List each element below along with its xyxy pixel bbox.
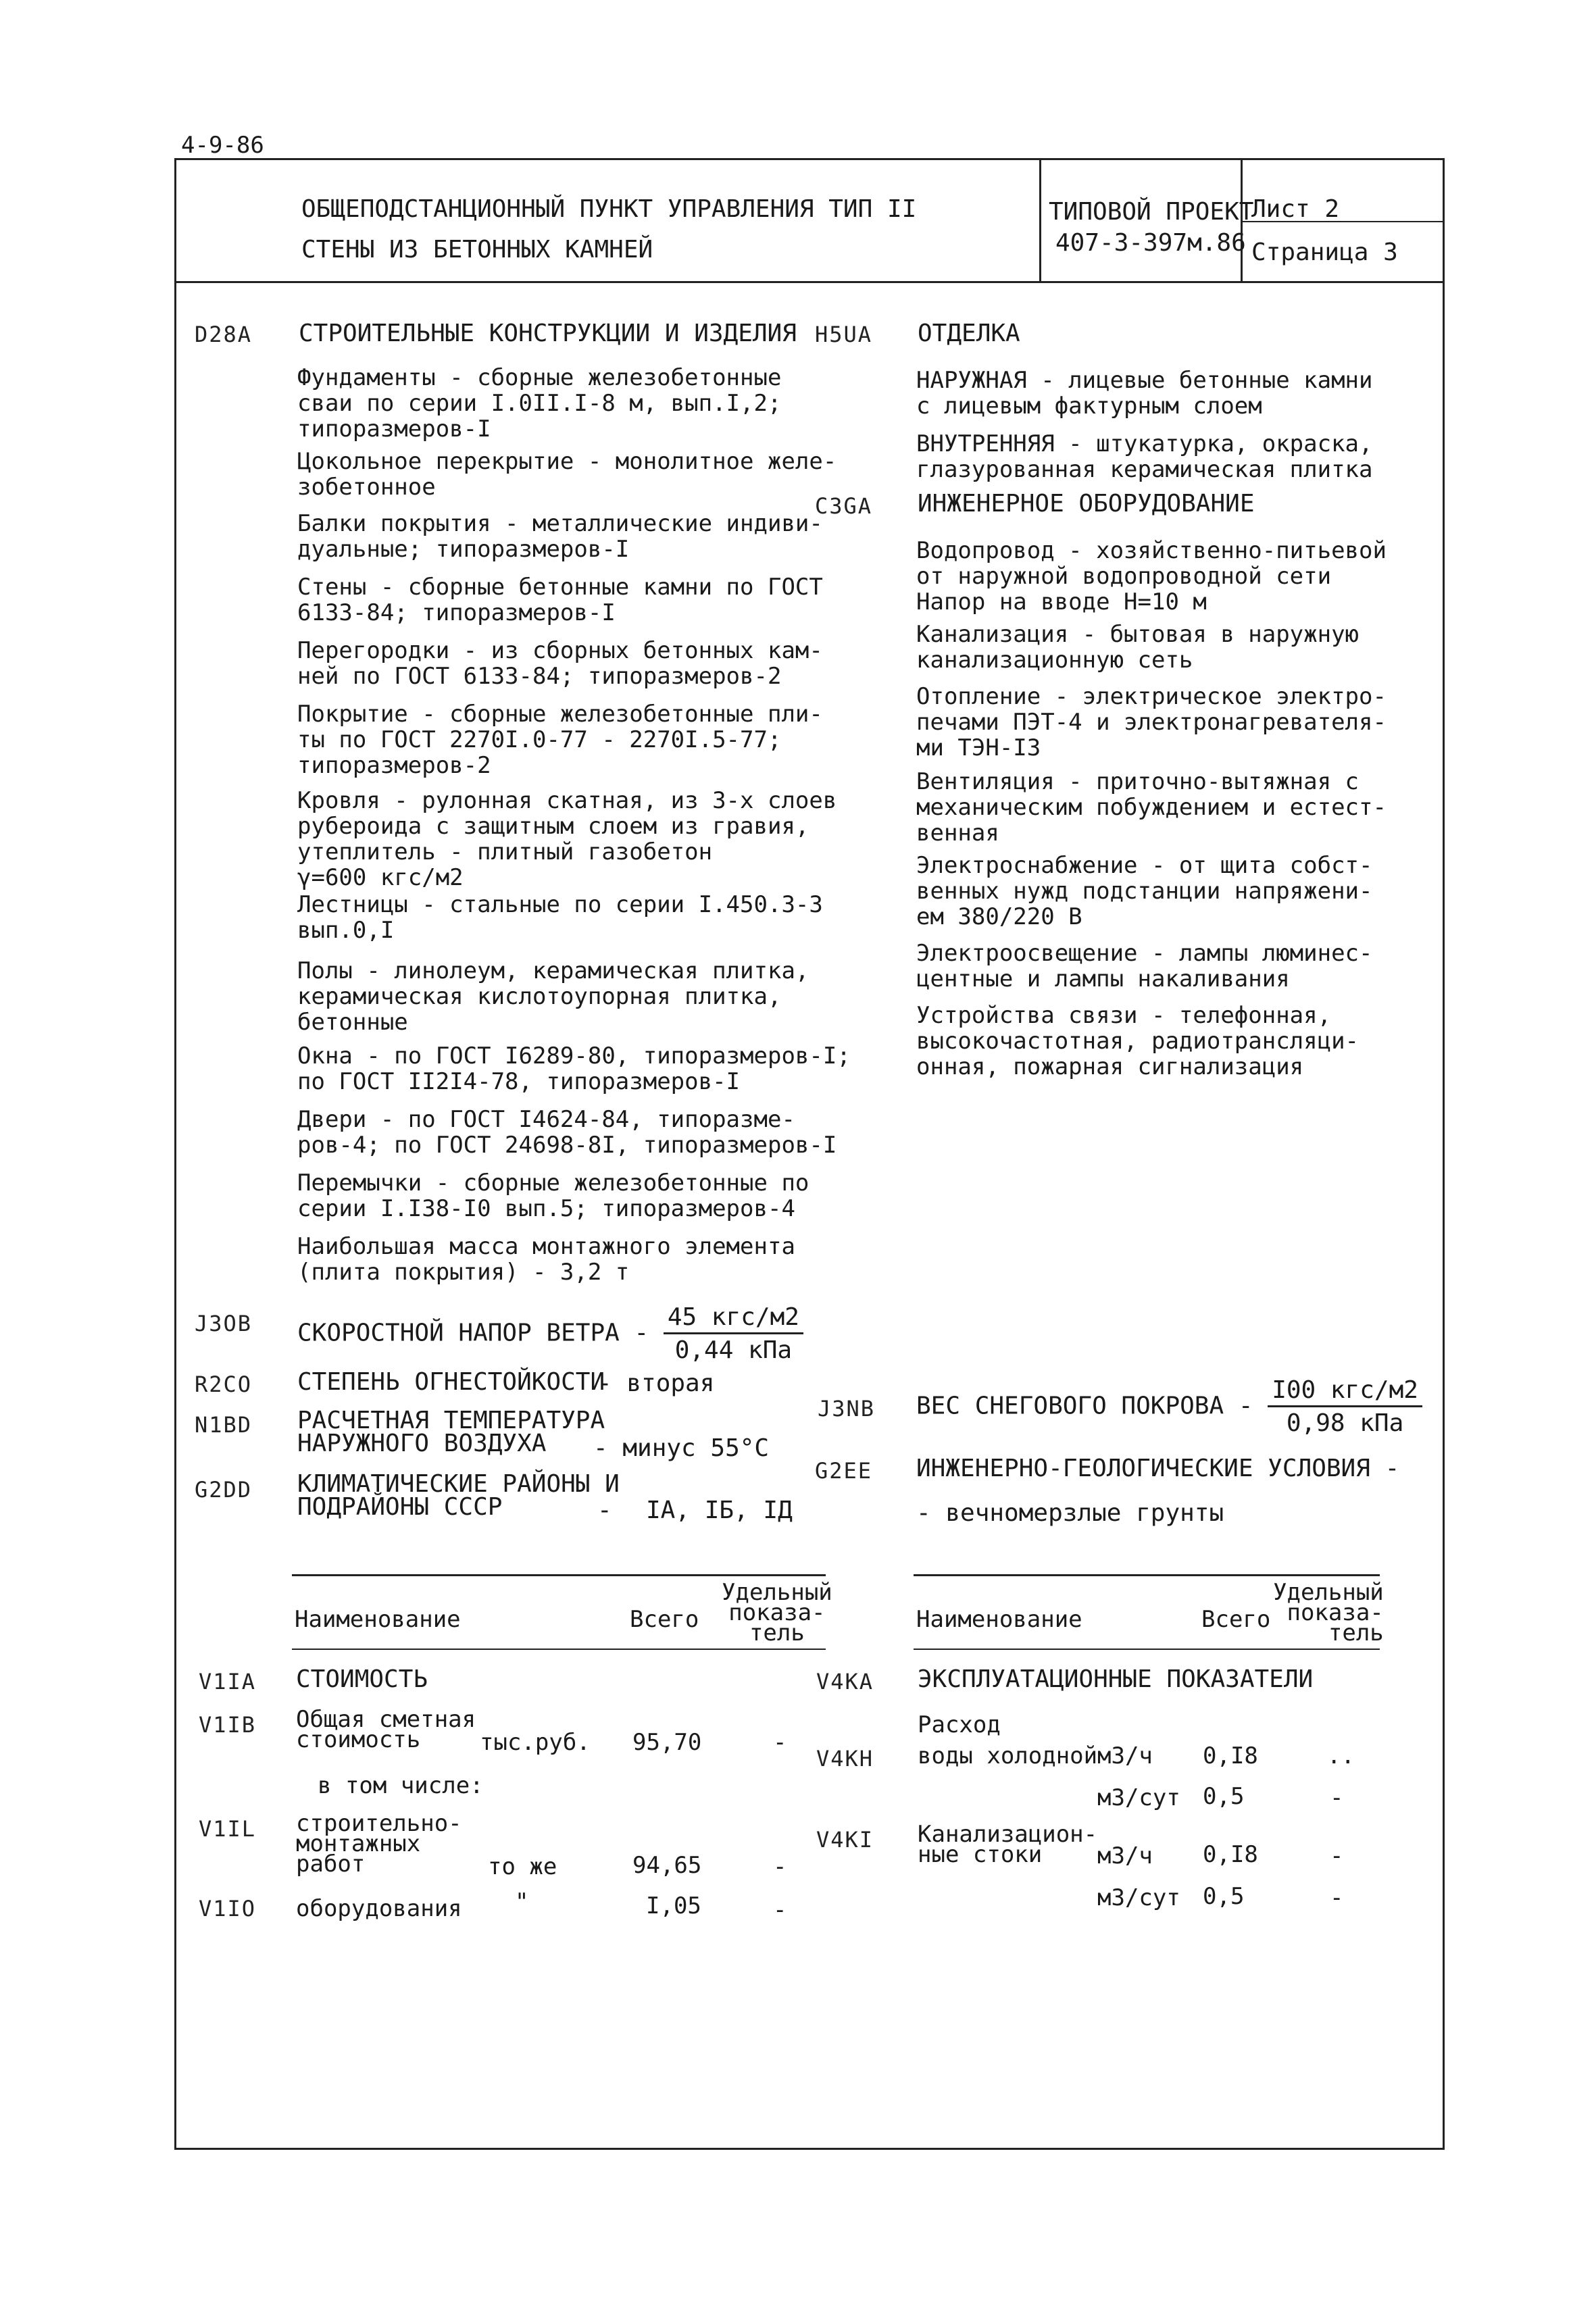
item-doors: Двери - по ГОСТ I4624-84, типоразме- ров-4; по ГОСТ 24698-8I, типоразмеров-I (297, 1106, 837, 1159)
eng-water-supply: Водопровод - хозяйственно-питьевой от наружной водопроводной сети Напор на вводе Н=10 м (916, 537, 1387, 615)
item-stairs: Лестницы - стальные по серии I.450.3-3 вып.0,I (297, 891, 823, 944)
page-number: Страница 3 (1251, 238, 1398, 266)
ops-row-4-specific: - (1330, 1884, 1344, 1911)
eng-lighting: Электроосвещение - лампы люминес- центные и лампы накаливания (916, 940, 1373, 992)
eng-ventilation: Вентиляция - приточно-вытяжная с механическим побуждением и естест- венная (916, 768, 1387, 847)
header-vline-1 (1039, 158, 1041, 281)
cost-table-top-rule (292, 1574, 826, 1576)
item-max-mass: Наибольшая масса монтажного элемента (плита покрытия) - 3,2 т (297, 1233, 795, 1286)
climate-value: IА, IБ, IД (646, 1496, 793, 1524)
cost-row-4-specific: - (773, 1896, 787, 1923)
code-cost-row-3: V1IL (199, 1816, 257, 1842)
cost-row-1-name: Общая сметная стоимость (296, 1706, 476, 1753)
cost-col-name: Наименование (295, 1606, 461, 1633)
wind-value-kgf: 45 кгс/м2 (664, 1304, 803, 1334)
snow-value-kgf: I00 кгс/м2 (1268, 1377, 1422, 1407)
ops-row-4-unit: м3/сут (1097, 1884, 1180, 1911)
item-floors: Полы - линолеум, керамическая плитка, керамическая кислотоупорная плитка, бетонные (297, 957, 809, 1036)
finish-interior: ВНУТРЕННЯЯ - штукатурка, окраска, глазурованная керамическая плитка (916, 430, 1373, 483)
temperature-label: РАСЧЕТНАЯ ТЕМПЕРАТУРА НАРУЖНОГО ВОЗДУХА (297, 1407, 605, 1457)
ops-row-2-specific: - (1330, 1784, 1344, 1811)
finish-exterior: НАРУЖНАЯ - лицевые бетонные камни с лицевым фактурным слоем (916, 367, 1373, 420)
ops-table-header-rule (914, 1649, 1380, 1650)
cost-row-4-unit: " (515, 1888, 529, 1915)
item-windows: Окна - по ГОСТ I6289-80, типоразмеров-I; по ГОСТ II2I4-78, типоразмеров-I (297, 1042, 851, 1095)
cost-including-label: в том числе: (318, 1772, 484, 1799)
cost-row-4-total: I,05 (646, 1892, 701, 1919)
ops-section-title: ЭКСПЛУАТАЦИОННЫЕ ПОКАЗАТЕЛИ (918, 1665, 1314, 1693)
ops-row-3-name: Канализацион- ные стоки (918, 1821, 1098, 1868)
eng-sewerage: Канализация - бытовая в наружную канализационную сеть (916, 621, 1360, 674)
cost-row-3-specific: - (773, 1853, 787, 1880)
code-temperature: N1BD (195, 1412, 253, 1438)
ops-row-3-specific: - (1330, 1842, 1344, 1869)
code-cost-row-1: V1IB (199, 1712, 257, 1738)
sheet-number: Лист 2 (1251, 195, 1340, 223)
code-ops-row-1: V4KH (816, 1746, 874, 1771)
cost-col-total: Всего (630, 1606, 699, 1633)
snow-label: ВЕС СНЕГОВОГО ПОКРОВА - (916, 1392, 1253, 1420)
fire-resistance-value: - вторая (597, 1369, 715, 1397)
code-climate: G2DD (195, 1477, 253, 1503)
wind-label: СКОРОСТНОЙ НАПОР ВЕТРА - (297, 1319, 649, 1347)
cost-table-header-rule (292, 1649, 826, 1650)
ops-row-2-total: 0,5 (1203, 1783, 1245, 1810)
code-cost-row-4: V1IO (199, 1896, 257, 1921)
wind-fraction (664, 1304, 803, 1364)
item-partitions: Перегородки - из сборных бетонных кам- ней по ГОСТ 6133-84; типоразмеров-2 (297, 637, 823, 690)
cost-row-4-name: оборудования (296, 1895, 462, 1922)
ops-col-name: Наименование (916, 1606, 1082, 1633)
item-walls: Стены - сборные бетонные камни по ГОСТ 6133-84; типоразмеров-I (297, 574, 823, 626)
code-construction: D28A (195, 322, 253, 347)
ops-row-1-total: 0,I8 (1203, 1742, 1258, 1769)
wind-value-kpa: 0,44 кПа (674, 1336, 793, 1364)
item-roofing-slabs: Покрытие - сборные железобетонные пли- ты по ГОСТ 2270I.0-77 - 2270I.5-77; типоразмеров-2 (297, 701, 823, 779)
geology-label: ИНЖЕНЕРНО-ГЕОЛОГИЧЕСКИЕ УСЛОВИЯ - (916, 1455, 1400, 1482)
item-lintels: Перемычки - сборные железобетонные по серии I.I38-I0 вып.5; типоразмеров-4 (297, 1169, 809, 1222)
snow-load (916, 1377, 1422, 1437)
ops-row-3-unit: м3/ч (1097, 1842, 1153, 1869)
ops-row-3-total: 0,I8 (1203, 1841, 1258, 1868)
code-snow: J3NB (818, 1396, 876, 1422)
eng-power-supply: Электроснабжение - от щита собст- венных нужд подстанции напряжени- ем 380/220 В (916, 852, 1373, 930)
ops-table-top-rule (914, 1574, 1380, 1576)
cost-row-1-total: 95,70 (632, 1729, 702, 1756)
cost-row-3-total: 94,65 (632, 1852, 702, 1879)
snow-value-kpa: 0,98 кПа (1286, 1409, 1404, 1437)
cost-col-specific: Удельный показа- тель (722, 1579, 832, 1646)
code-wind: J3OB (195, 1311, 253, 1336)
ops-row-1-name: воды холодной (918, 1742, 1098, 1769)
ops-row-1-unit: м3/ч (1097, 1742, 1153, 1769)
cost-section-title: СТОИМОСТЬ (296, 1665, 428, 1693)
project-label: ТИПОВОЙ ПРОЕКТ (1049, 198, 1254, 226)
geology-value: - вечномерзлые грунты (916, 1499, 1224, 1527)
code-ops-row-3: V4KI (816, 1827, 874, 1853)
page-code: 4-9-86 (181, 132, 264, 159)
climate-label: КЛИМАТИЧЕСКИЕ РАЙОНЫ И ПОДРАЙОНЫ СССР (297, 1470, 620, 1521)
cost-row-3-name: строительно- монтажных работ (296, 1810, 462, 1878)
ops-consumption-label: Расход (918, 1711, 1001, 1738)
project-number: 407-3-397м.86 (1055, 229, 1246, 257)
cost-row-1-unit: тыс.руб. (480, 1729, 591, 1756)
code-cost-section: V1IA (199, 1669, 257, 1694)
item-roof-beams: Балки покрытия - металлические индиви- дуальные; типоразмеров-I (297, 510, 823, 563)
code-engineering: C3GA (815, 493, 873, 519)
item-foundations: Фундаменты - сборные железобетонные сваи по серии I.0II.I-8 м, вып.I,2; типоразмеров-I (297, 364, 782, 443)
cost-row-3-unit: то же (488, 1853, 557, 1880)
item-roof-covering: Кровля - рулонная скатная, из 3-х слоев рубероида с защитным слоем из гравия, утеплитель - плитный газобетон γ=600 кгс/м2 (297, 787, 837, 891)
doc-title-line2: СТЕНЫ ИЗ БЕТОННЫХ КАМНЕЙ (301, 236, 653, 263)
code-geology: G2EE (815, 1458, 873, 1484)
header-divider (174, 281, 1445, 283)
eng-heating: Отопление - электрическое электро- печами ПЭТ-4 и электронагревателя- ми ТЭН-I3 (916, 683, 1387, 761)
engineering-heading: ИНЖЕНЕРНОЕ ОБОРУДОВАНИЕ (918, 490, 1255, 518)
doc-title-line1: ОБЩЕПОДСТАНЦИОННЫЙ ПУНКТ УПРАВЛЕНИЯ ТИП II (301, 195, 917, 223)
snow-fraction (1268, 1377, 1422, 1437)
fire-resistance-label: СТЕПЕНЬ ОГНЕСТОЙКОСТИ (297, 1368, 605, 1396)
ops-row-1-specific: .. (1327, 1742, 1355, 1769)
finish-heading: ОТДЕЛКА (918, 320, 1020, 347)
eng-communications: Устройства связи - телефонная, высокочастотная, радиотрансляци- онная, пожарная сигнализация (916, 1002, 1360, 1080)
ops-col-total: Всего (1201, 1606, 1271, 1633)
item-plinth-slab: Цокольное перекрытие - монолитное желе- зобетонное (297, 448, 837, 501)
cost-row-1-specific: - (773, 1729, 787, 1756)
wind-pressure (297, 1304, 803, 1364)
ops-col-specific: Удельный показа- тель (1273, 1579, 1384, 1646)
code-ops-section: V4KA (816, 1669, 874, 1694)
climate-dash: - (597, 1496, 612, 1524)
ops-row-4-total: 0,5 (1203, 1883, 1245, 1910)
ops-row-2-unit: м3/сут (1097, 1784, 1180, 1811)
code-fire: R2CO (195, 1372, 253, 1397)
construction-heading: СТРОИТЕЛЬНЫЕ КОНСТРУКЦИИ И ИЗДЕЛИЯ (299, 320, 797, 347)
temperature-value: - минус 55°С (593, 1434, 770, 1462)
code-finish: H5UA (815, 322, 873, 347)
